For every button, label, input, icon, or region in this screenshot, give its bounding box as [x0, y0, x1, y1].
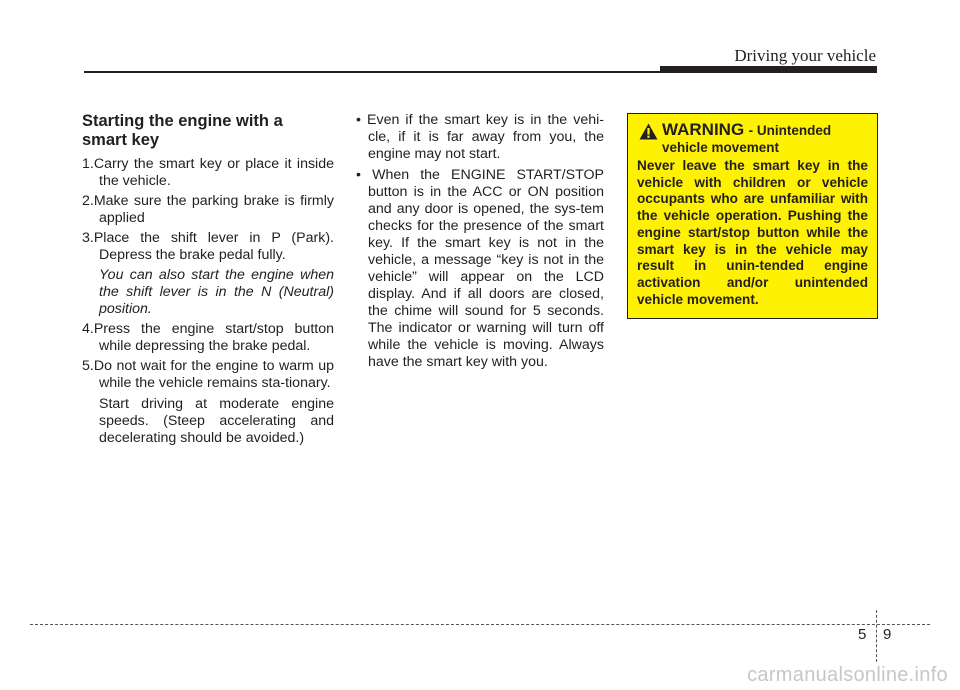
step-2: 2.Make sure the parking brake is firmly applied [82, 193, 334, 226]
footer-divider [30, 624, 930, 625]
warning-body: Never leave the smart key in the vehicle with children or vehicle occupants who are unfamiliar with the vehicle operation. Pushing the engine start/stop button while the smart key is in the vehicle may result in unin-tended engine activation and/or unintended vehicle movement. [637, 158, 868, 307]
section-header-title: Driving your vehicle [734, 46, 876, 65]
bullet-text: Even if the smart key is in the vehi-cle, if it is far away from you, the engine may not start. [367, 112, 604, 162]
bullet-text: When the ENGINE START/STOP button is in the ACC or ON position and any door is opened, the sys-tem checks for the presence of the smart key. If the smart key is not in the vehicle, a message “key is not in the vehicle” will appear on the LCD display. And if all doors are closed, the chime will sound for 5 seconds. The indicator or warning will turn off while the vehicle is moving. Always have the smart key with you. [368, 167, 604, 370]
section-title-line-2: smart key [82, 131, 160, 149]
step-3: 3.Place the shift lever in P (Park). Depress the brake pedal fully. [82, 230, 334, 263]
warning-subtitle: - Unintended [748, 123, 832, 138]
bullet-item: • Even if the smart key is in the vehi-cle, if it is far away from you, the engine may not start. [356, 112, 604, 162]
left-column [82, 112, 334, 447]
header-rule-thick [660, 66, 877, 73]
neutral-note: You can also start the engine when the shift lever is in the N (Neutral) position. [99, 267, 334, 317]
warning-subtitle-line-2: vehicle movement [662, 140, 780, 155]
warning-box [627, 113, 878, 319]
warning-header [637, 120, 868, 154]
middle-column [356, 112, 604, 375]
step-5: 5.Do not wait for the engine to warm up while the vehicle remains sta-tionary. [82, 358, 334, 391]
step-1: 1.Carry the smart key or place it inside the vehicle. [82, 156, 334, 189]
header-rule [84, 71, 664, 73]
section-title-line-1: Starting the engine with a [82, 112, 283, 130]
warning-label: WARNING [662, 120, 745, 139]
step-5-continuation: Start driving at moderate engine speeds. (Steep accelerating and decelerating should be avoided.) [99, 396, 334, 446]
page-number: 9 [883, 626, 892, 643]
page-number-divider [876, 610, 877, 662]
warning-triangle-icon [639, 123, 658, 140]
section-title [82, 112, 334, 150]
bullet-item: • When the ENGINE START/STOP button is in the ACC or ON position and any door is opened, the sys-tem checks for the presence of the smart key. If the smart key is not in the vehicle, a message “key is not in the vehicle” will appear on the LCD display. And if all doors are closed, the chime will sound for 5 seconds. The indicator or warning will turn off while the vehicle is moving. Always have the smart key with you. [356, 167, 604, 370]
chapter-number: 5 [858, 626, 867, 643]
watermark: carmanualsonline.info [747, 664, 948, 686]
step-4: 4.Press the engine start/stop button while depressing the brake pedal. [82, 321, 334, 354]
